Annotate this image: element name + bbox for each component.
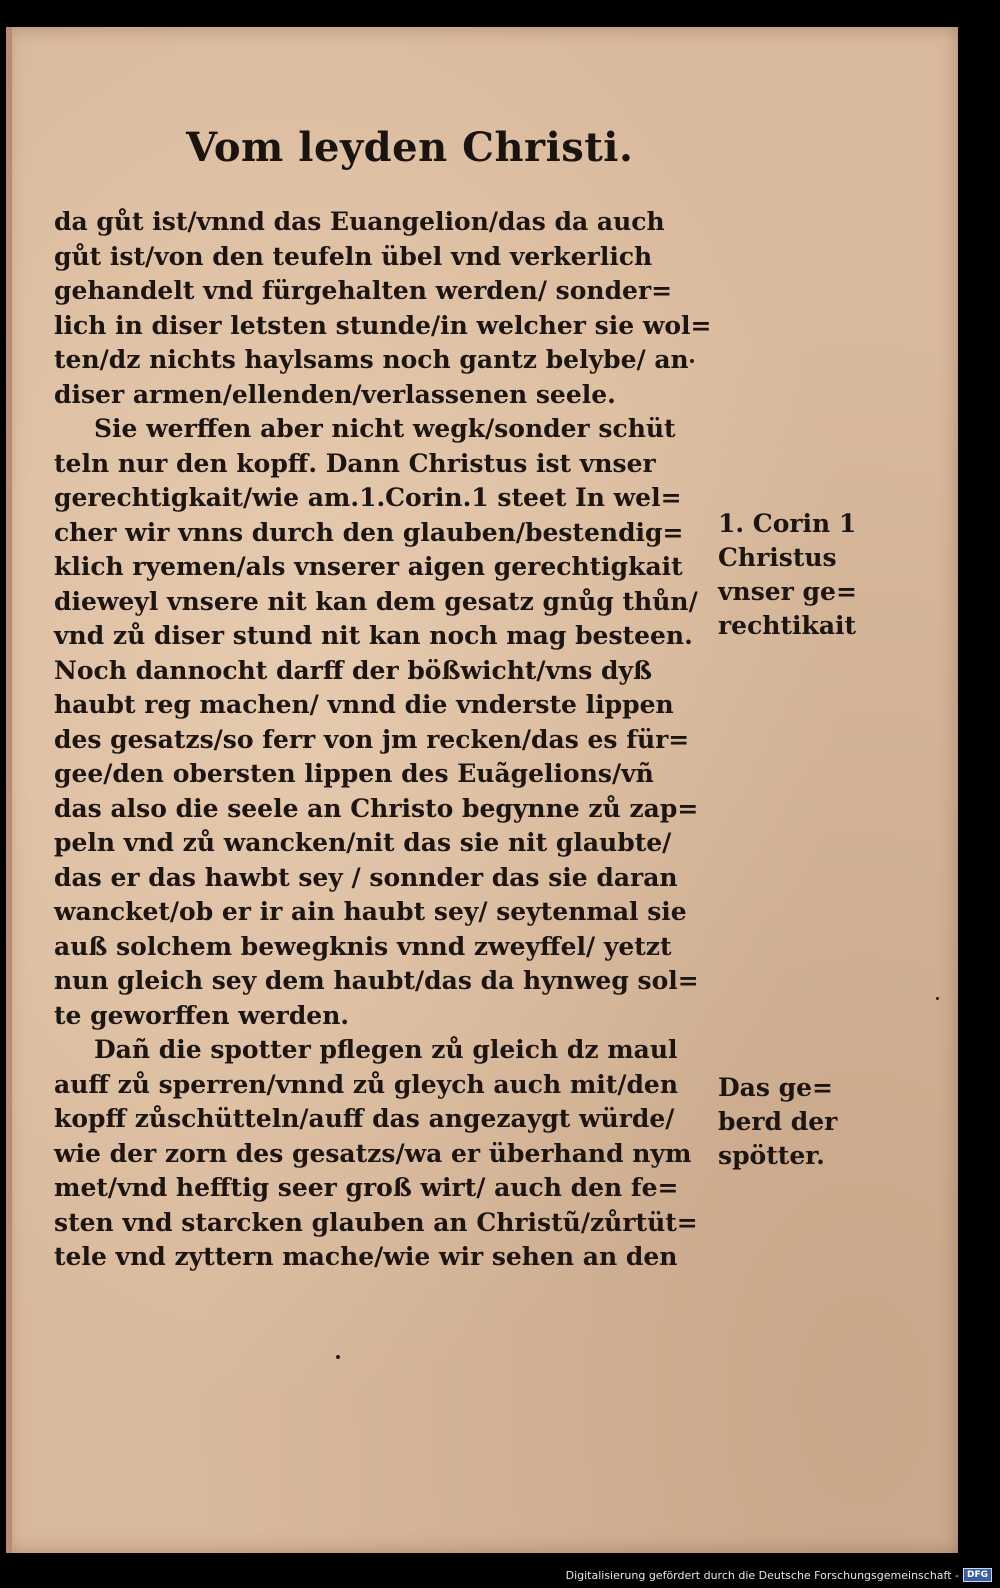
margin-note-line: Das ge=: [718, 1073, 833, 1102]
margin-note-line: spötter.: [718, 1141, 825, 1170]
text-line: tele vnd zyttern mache/wie wir sehen an den: [54, 1242, 678, 1271]
text-line: teln nur den kopff. Dann Christus ist vnser: [54, 448, 656, 478]
margin-note-line: vnser ge=: [718, 577, 857, 606]
text-line: gerechtigkait/wie am.1.Corin.1 steet In wel=: [54, 483, 682, 512]
text-line: peln vnd zů wancken/nit das sie nit glaubte/: [54, 828, 672, 857]
book-page: [6, 27, 958, 1553]
margin-note-line: 1. Corin 1: [718, 509, 857, 538]
text-line: Noch dannocht darff der bößwicht/vns dyß: [54, 655, 653, 685]
binding-edge: [6, 27, 12, 1553]
text-line: haubt reg machen/ vnnd die vnderste lippen: [54, 690, 674, 719]
text-line: gehandelt vnd fürgehalten werden/ sonder=: [54, 276, 673, 305]
ink-speck: [336, 1355, 340, 1359]
text-line: wie der zorn des gesatzs/wa er überhand nym: [54, 1138, 692, 1168]
text-line: vnd zů diser stund nit kan noch mag besteen.: [54, 621, 693, 650]
text-line: Dañ die spotter pflegen zů gleich dz maul: [94, 1035, 678, 1064]
text-line: diser armen/ellenden/verlassenen seele.: [54, 379, 616, 409]
text-line: auff zů sperren/vnnd zů gleych auch mit/den: [54, 1069, 679, 1099]
text-line: das also die seele an Christo begynne zů zap=: [54, 793, 699, 823]
body-text: [54, 205, 714, 1275]
text-line: sten vnd starcken glauben an Christũ/zůrtüt=: [54, 1207, 698, 1237]
text-line: ten/dz nichts haylsams noch gantz belybe/ an: [54, 345, 689, 374]
margin-note-line: berd der: [718, 1107, 838, 1136]
digitization-footer: [566, 1568, 992, 1582]
text-line: klich ryemen/als vnserer aigen gerechtigkait: [54, 552, 683, 581]
text-line: auß solchem bewegknis vnnd zweyffel/ yetzt: [54, 931, 672, 961]
footer-text: Digitalisierung gefördert durch die Deutsche Forschungsgemeinschaft -: [565, 1568, 959, 1582]
text-line: Sie werffen aber nicht wegk/sonder schüt: [94, 414, 676, 443]
text-line: te geworffen werden.: [54, 1000, 350, 1030]
text-line: dieweyl vnsere nit kan dem gesatz gnůg thůn/: [54, 586, 698, 616]
margin-note-line: Christus: [718, 543, 837, 572]
margin-note-spotter: [718, 1071, 868, 1173]
text-line: cher wir vnns durch den glauben/bestendig=: [54, 517, 684, 547]
text-line: da gůt ist/vnnd das Euangelion/das da auch: [54, 207, 665, 236]
text-line: des gesatzs/so ferr von jm recken/das es für=: [54, 724, 690, 754]
text-line: gůt ist/von den teufeln übel vnd verkerlich: [54, 241, 653, 271]
text-line: nun gleich sey dem haubt/das da hynweg sol=: [54, 966, 699, 995]
text-line: met/vnd hefftig seer groß wirt/ auch den fe=: [54, 1173, 679, 1202]
text-line: das er das hawbt sey / sonnder das sie daran: [54, 862, 678, 892]
margin-note-corinthians: [718, 507, 868, 643]
dfg-logo-icon: DFG: [963, 1568, 992, 1582]
ink-speck: [690, 359, 694, 363]
text-line: lich in diser letsten stunde/in welcher sie wol=: [54, 310, 712, 340]
text-line: wancket/ob er ir ain haubt sey/ seytenmal sie: [54, 897, 687, 926]
margin-note-line: rechtikait: [718, 611, 857, 640]
text-line: kopff zůschütteln/auff das angezaygt würde/: [54, 1104, 675, 1133]
running-head: Vom leyden Christi.: [186, 124, 634, 171]
ink-speck: [936, 997, 939, 1000]
text-line: gee/den obersten lippen des Euãgelions/vñ: [54, 759, 654, 788]
